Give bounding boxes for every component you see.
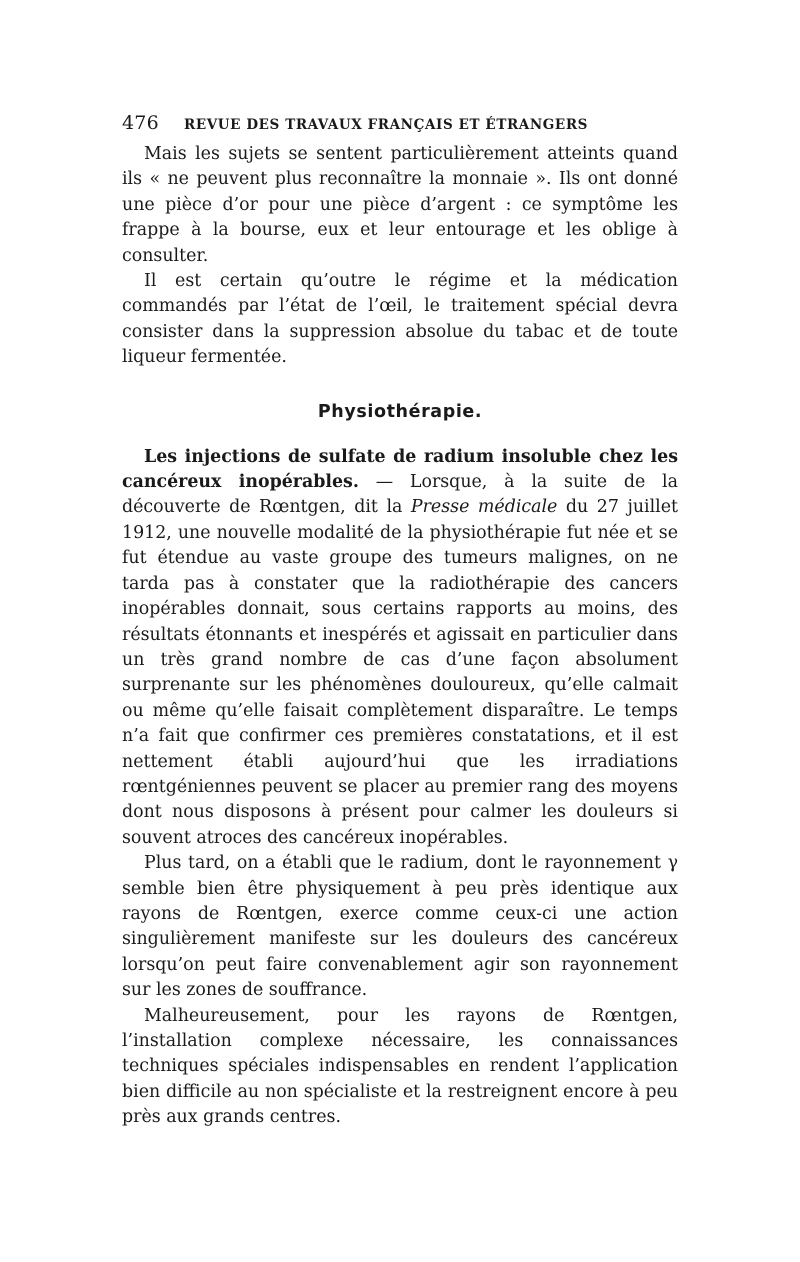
article-lead-text: — Lorsque, à la suite de la découverte de Rœntgen, dit la [122,472,678,518]
article-run-in-title: Les injections de sulfate de radium insoluble chez les cancéreux inopérables. [122,446,678,493]
article-paragraph-2: Plus tard, on a établi que le radium, dont le rayonnement γ semble bien être physiquement à peu près identique aux rayons de Rœntgen, exerce comme ceux-ci une action singulièrement manifeste sur les douleurs des cancéreux lorsqu’on peut faire convenablement agir son rayonnement sur les zones de souffrance. [122,853,678,1001]
paragraph-symptoms: Mais les sujets se sentent particulièrement atteints quand ils « ne peuvent plus reconnaître la monnaie ». Ils ont donné une pièce d’or pour une pièce d’argent : ce symptôme les frappe à la bourse, eux et leur entourage et les oblige à consulter. [122,144,678,266]
running-head [122,112,678,142]
article-body-text: du 27 juillet 1912, une nouvelle modalité de la physiothérapie fut née et se fut étendue au vaste groupe des tumeurs malignes, on ne tarda pas à constater que la radiothérapie des cancers inopérables donnait, sous certains rapports au moins, des résultats étonnants et inespérés et agissait en particulier dans un très grand nombre de cas d’une façon absolument surprenante sur les phénomènes douloureux, qu’elle calmait ou même qu’elle faisait complètement disparaître. Le temps n’a fait que confirmer ces premières constatations, et il est nettement établi aujourd’hui que les irradiations rœntgéniennes peuvent se placer au premier rang des moyens dont nous disposons à présent pour calmer les douleurs si souvent atroces des cancéreux inopérables. [122,497,678,848]
article-paragraph-3: Malheureusement, pour les rayons de Rœntgen, l’installation complexe nécessaire, les connaissances techniques spéciales indispensables en rendent l’application bien difficile au non spécialiste et la restreignent encore à peu près aux grands centres. [122,1005,678,1128]
book-page [122,112,678,1131]
running-title: REVUE DES TRAVAUX FRANÇAIS ET ÉTRANGERS [184,117,588,133]
section-title: Physiothérapie. [317,401,483,422]
article-paragraph-1 [122,445,678,852]
paragraph-treatment: Il est certain qu’outre le régime et la médication commandés par l’état de l’œil, le traitement spécial devra consister dans la suppression absolue du tabac et de toute liqueur fermentée. [122,271,678,368]
page-number: 476 [122,112,159,134]
journal-name: Presse médicale [410,497,558,518]
